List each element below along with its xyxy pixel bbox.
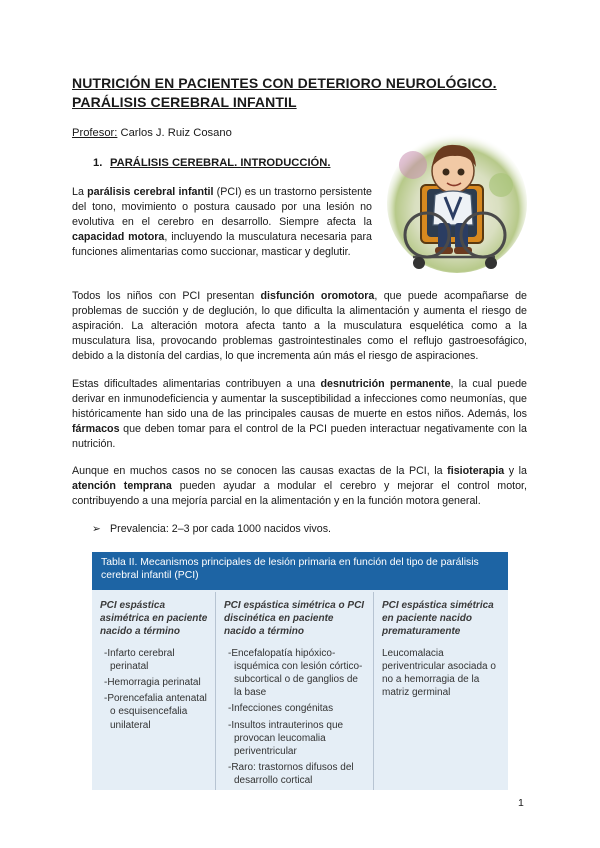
section-title: PARÁLISIS CEREBRAL. INTRODUCCIÓN. [110, 157, 331, 169]
text-run: , que puede acompañarse de problemas de succión y de deglución, lo que dificulta la alimentación y aumenta el riesgo de aspiración. La alteración motora afecta tanto a la musculatura esquelética como a la musculatura lisa, provocando problemas gastrointestinales como el reflujo gastroesofágico, debido a la distonía del cardias, lo que incrementa aún más el riesgo de aspiraciones. [72, 290, 527, 362]
table-header [92, 552, 508, 590]
prevalence-text: Prevalencia: 2–3 por cada 1000 nacidos vivos. [110, 523, 332, 535]
table-column [216, 592, 374, 790]
bold-term: disfunción oromotora [260, 290, 375, 302]
paragraph-intro [72, 185, 372, 260]
title-line-2: PARÁLISIS CEREBRAL INFANTIL [72, 94, 297, 110]
professor-label: Profesor: [72, 127, 118, 139]
table-cell-item: -Encefalopatía hipóxico-isquémica con lesión córtico-subcortical o de ganglios de la base [228, 647, 363, 699]
professor-line [72, 127, 232, 139]
text-run: , la cual puede derivar en inmunodeficiencia y aumentar la susceptibilidad a infecciones como neumonías, que históricamente han sido una de las principales causas de muerte en estos niños. Además, los [72, 378, 527, 420]
table-cell-item: -Raro: trastornos difusos del desarrollo cortical [228, 762, 354, 787]
table-cell-item: -Insultos intrauterinos que provocan leucomalia periventricular [228, 719, 344, 758]
section-heading [93, 157, 330, 169]
paragraph-malnutrition [72, 377, 527, 452]
table-column [374, 592, 508, 790]
text-run: , incluyendo la musculatura necesaria para funciones alimentarias como succionar, masticar y deglutir. [72, 231, 372, 258]
text-run: Estas dificultades alimentarias contribuyen a una [72, 378, 321, 390]
arrow-bullet-icon: ➢ [92, 523, 101, 535]
column-heading: PCI espástica asimétrica en paciente nacido a término [100, 600, 208, 638]
column-heading: PCI espástica simétrica o PCI discinética en paciente nacido a término [224, 600, 365, 638]
table-title-line-2: cerebral infantil (PCI) [101, 570, 199, 581]
table-title-line-1: Tabla II. Mecanismos principales de lesión primaria en función del tipo de parálisis [101, 557, 479, 568]
table-cell-item: -Hemorragia perinatal [104, 677, 201, 689]
text-run: Todos los niños con PCI presentan [72, 290, 261, 302]
table-cell-item: Leucomalacia periventricular asociada o no a hemorragia de la matriz germinal [382, 647, 496, 699]
text-run: que deben tomar para el control de la PCI pueden interactuar negativamente con la nutrición. [72, 423, 527, 450]
document-title [72, 74, 542, 112]
bold-term: fármacos [72, 423, 120, 435]
text-run: y la [504, 465, 527, 477]
section-number: 1. [93, 157, 103, 169]
text-run: Aunque en muchos casos no se conocen las causas exactas de la PCI, la [72, 465, 448, 477]
page-number: 1 [518, 797, 524, 809]
bold-term: atención temprana [72, 480, 172, 492]
table-columns [92, 592, 508, 790]
prevalence-bullet [92, 522, 331, 535]
table-cell-item: -Infarto cerebral perinatal [104, 647, 175, 672]
text-run: (PCI) es un trastorno persistente del tono, movimiento o postura causado por una lesión no evolutiva en el cerebro en desarrollo. Siempre afecta la [72, 186, 372, 228]
title-line-1: NUTRICIÓN EN PACIENTES CON DETERIORO NEUROLÓGICO. [72, 75, 497, 91]
professor-name: Carlos J. Ruiz Cosano [117, 127, 232, 139]
child-in-wheelchair-illustration [383, 125, 528, 273]
table-column [92, 592, 216, 790]
lesion-mechanisms-table [92, 552, 508, 790]
table-cell-item: -Porencefalia antenatal o esquisencefalia unilateral [104, 693, 207, 731]
paragraph-oromotor [72, 289, 527, 364]
table-cell-item: -Infecciones congénitas [228, 703, 334, 715]
bold-term: capacidad motora [72, 231, 165, 243]
bold-term: fisioterapia [447, 465, 505, 477]
column-heading: PCI espástica simétrica en paciente nacido prematuramente [382, 600, 494, 638]
bold-term: parálisis cerebral infantil [87, 186, 214, 198]
bold-term: desnutrición permanente [320, 378, 451, 390]
paragraph-treatment [72, 464, 527, 509]
text-run: La [72, 186, 88, 198]
text-run: pueden ayudar a modular el cerebro y mejorar el control motor, contribuyendo a una mejoría parcial en la alimentación y en la función motora general. [72, 480, 527, 507]
